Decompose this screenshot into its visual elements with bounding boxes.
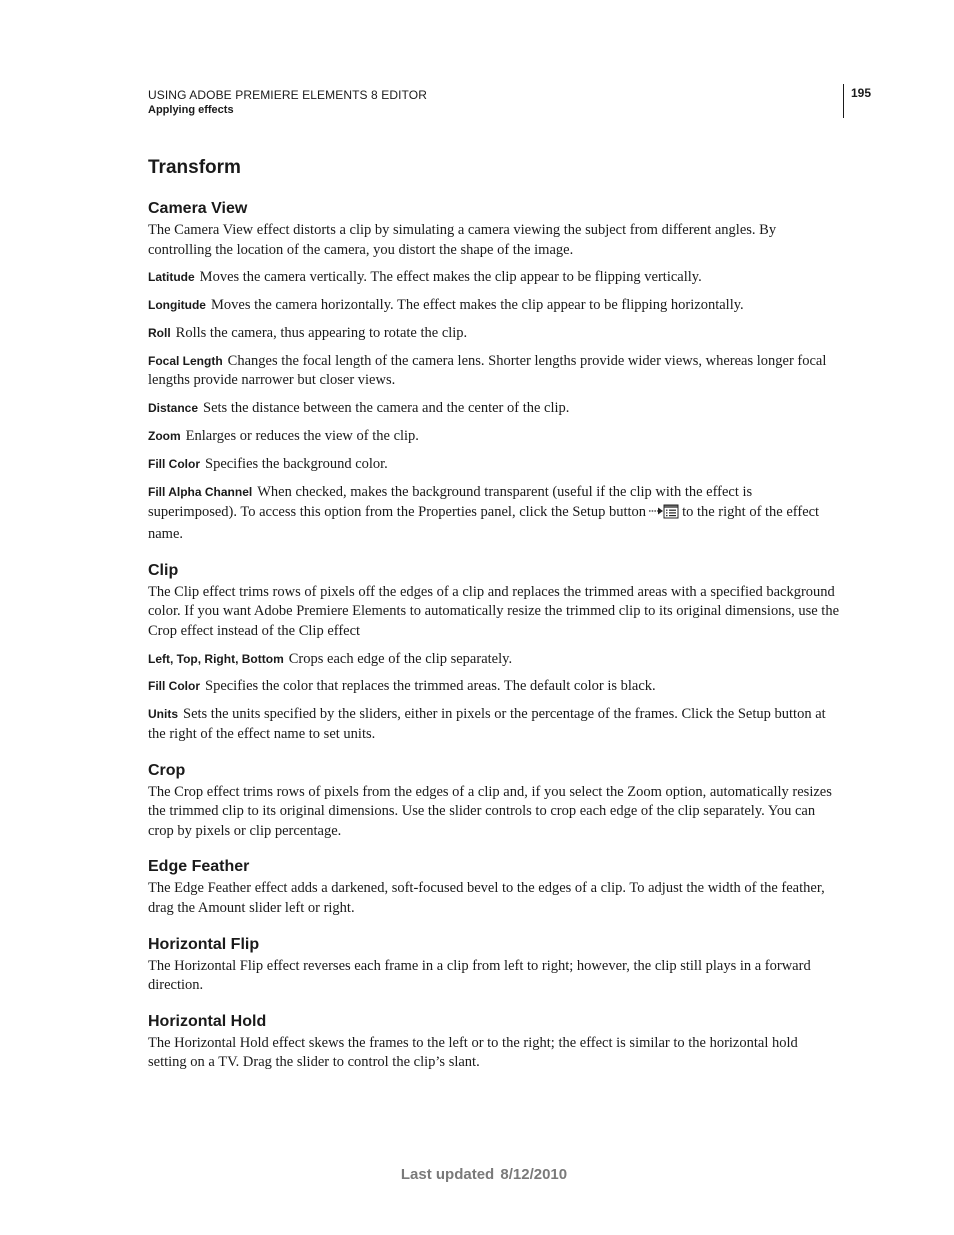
term: Fill Color <box>148 457 200 472</box>
section-heading: Clip <box>148 561 179 579</box>
definition-distance <box>148 399 840 419</box>
section-horizontal-flip <box>148 934 840 996</box>
term: Left, Top, Right, Bottom <box>148 651 284 666</box>
definition-text: Sets the units specified by the sliders, either in pixels or the percentage of the frames. Click the Setup button at the right of the effect name to set units. <box>148 706 826 742</box>
definition-text: Specifies the color that replaces the trimmed areas. The default color is black. <box>205 678 656 695</box>
running-header <box>148 87 427 118</box>
chapter-name: Applying effects <box>148 104 234 116</box>
page-content <box>148 155 840 1088</box>
section-heading: Crop <box>148 761 186 779</box>
section-intro: The Camera View effect distorts a clip by simulating a camera viewing the subject from different angles. By controlling the location of the camera, you distort the shape of the image. <box>148 222 777 258</box>
definition-text: Rolls the camera, thus appearing to rotate the clip. <box>175 324 468 341</box>
page-number: 195 <box>851 86 872 100</box>
term: Focal Length <box>148 353 223 368</box>
footer-label: Last updated <box>400 1166 495 1183</box>
definition-text: Moves the camera vertically. The effect makes the clip appear to be flipping vertically. <box>199 269 702 286</box>
definition-text: Moves the camera horizontally. The effect makes the clip appear to be flipping horizontally. <box>210 297 744 314</box>
definition-fill-alpha-channel <box>148 483 840 545</box>
page-title: Transform <box>148 157 241 178</box>
definition-left-top-right-bottom <box>148 650 840 670</box>
term: Units <box>148 707 178 722</box>
section-clip <box>148 560 840 745</box>
page-footer <box>0 1166 954 1183</box>
definition-roll <box>148 324 840 344</box>
section-horizontal-hold <box>148 1011 840 1073</box>
term: Fill Alpha Channel <box>148 485 253 500</box>
header-divider <box>843 84 844 118</box>
document-title: USING ADOBE PREMIERE ELEMENTS 8 EDITOR <box>148 88 427 102</box>
section-intro: The Clip effect trims rows of pixels off the edges of a clip and replaces the trimmed areas with a specified background color. If you want Adobe Premiere Elements to automatically resize the trimmed clip to its original dimensions, use the Crop effect instead of the Clip effect <box>148 583 840 639</box>
term: Zoom <box>148 429 181 444</box>
definition-focal-length <box>148 352 840 391</box>
term: Roll <box>148 325 171 340</box>
definition-text: Changes the focal length of the camera lens. Shorter lengths provide wider views, whereas longer focal lengths provide narrower but closer views. <box>148 352 827 389</box>
definition-text: When checked, makes the background transparent (useful if the clip with the effect is superimposed). To access this option from the Properties panel, click the Setup button <box>148 484 753 520</box>
section-heading: Horizontal Hold <box>148 1012 267 1030</box>
definition-text: Sets the distance between the camera and the center of the clip. <box>203 400 570 417</box>
section-heading: Edge Feather <box>148 858 250 876</box>
definition-text: Enlarges or reduces the view of the clip. <box>185 428 419 445</box>
term: Latitude <box>148 270 195 285</box>
section-body: The Horizontal Hold effect skews the frames to the left or to the right; the effect is similar to the horizontal hold setting on a TV. Drag the slider to control the clip’s slant. <box>148 1034 798 1071</box>
section-heading: Camera View <box>148 200 248 217</box>
definition-longitude <box>148 296 840 316</box>
definition-text-continued: to the right of the effect name. <box>148 503 820 543</box>
section-edge-feather <box>148 856 840 918</box>
section-camera-view <box>148 198 840 545</box>
section-body: The Edge Feather effect adds a darkened, soft-focused bevel to the edges of a clip. To adjust the width of the feather, drag the Amount slider left or right. <box>148 880 825 916</box>
term: Distance <box>148 401 199 416</box>
definition-fill-color <box>148 455 840 475</box>
section-heading: Horizontal Flip <box>148 935 260 953</box>
definition-units <box>148 705 840 744</box>
definition-text: Crops each edge of the clip separately. <box>288 650 513 667</box>
definition-latitude <box>148 268 840 288</box>
section-body: The Crop effect trims rows of pixels from the edges of a clip and, if you select the Zoom option, automatically resizes the trimmed clip to its original dimensions. Use the slider controls to crop each edge of the clip separately. You can crop by pixels or clip percentage. <box>148 783 832 839</box>
section-crop <box>148 760 840 842</box>
definition-zoom <box>148 427 840 447</box>
footer-date: 8/12/2010 <box>500 1166 568 1183</box>
term: Longitude <box>148 298 206 313</box>
section-body: The Horizontal Flip effect reverses each frame in a clip from left to right; however, the clip still plays in a forward direction. <box>148 957 811 994</box>
definition-fill-color <box>148 677 840 697</box>
term: Fill Color <box>148 679 200 694</box>
setup-button-icon <box>649 504 679 526</box>
definition-text: Specifies the background color. <box>205 456 388 473</box>
